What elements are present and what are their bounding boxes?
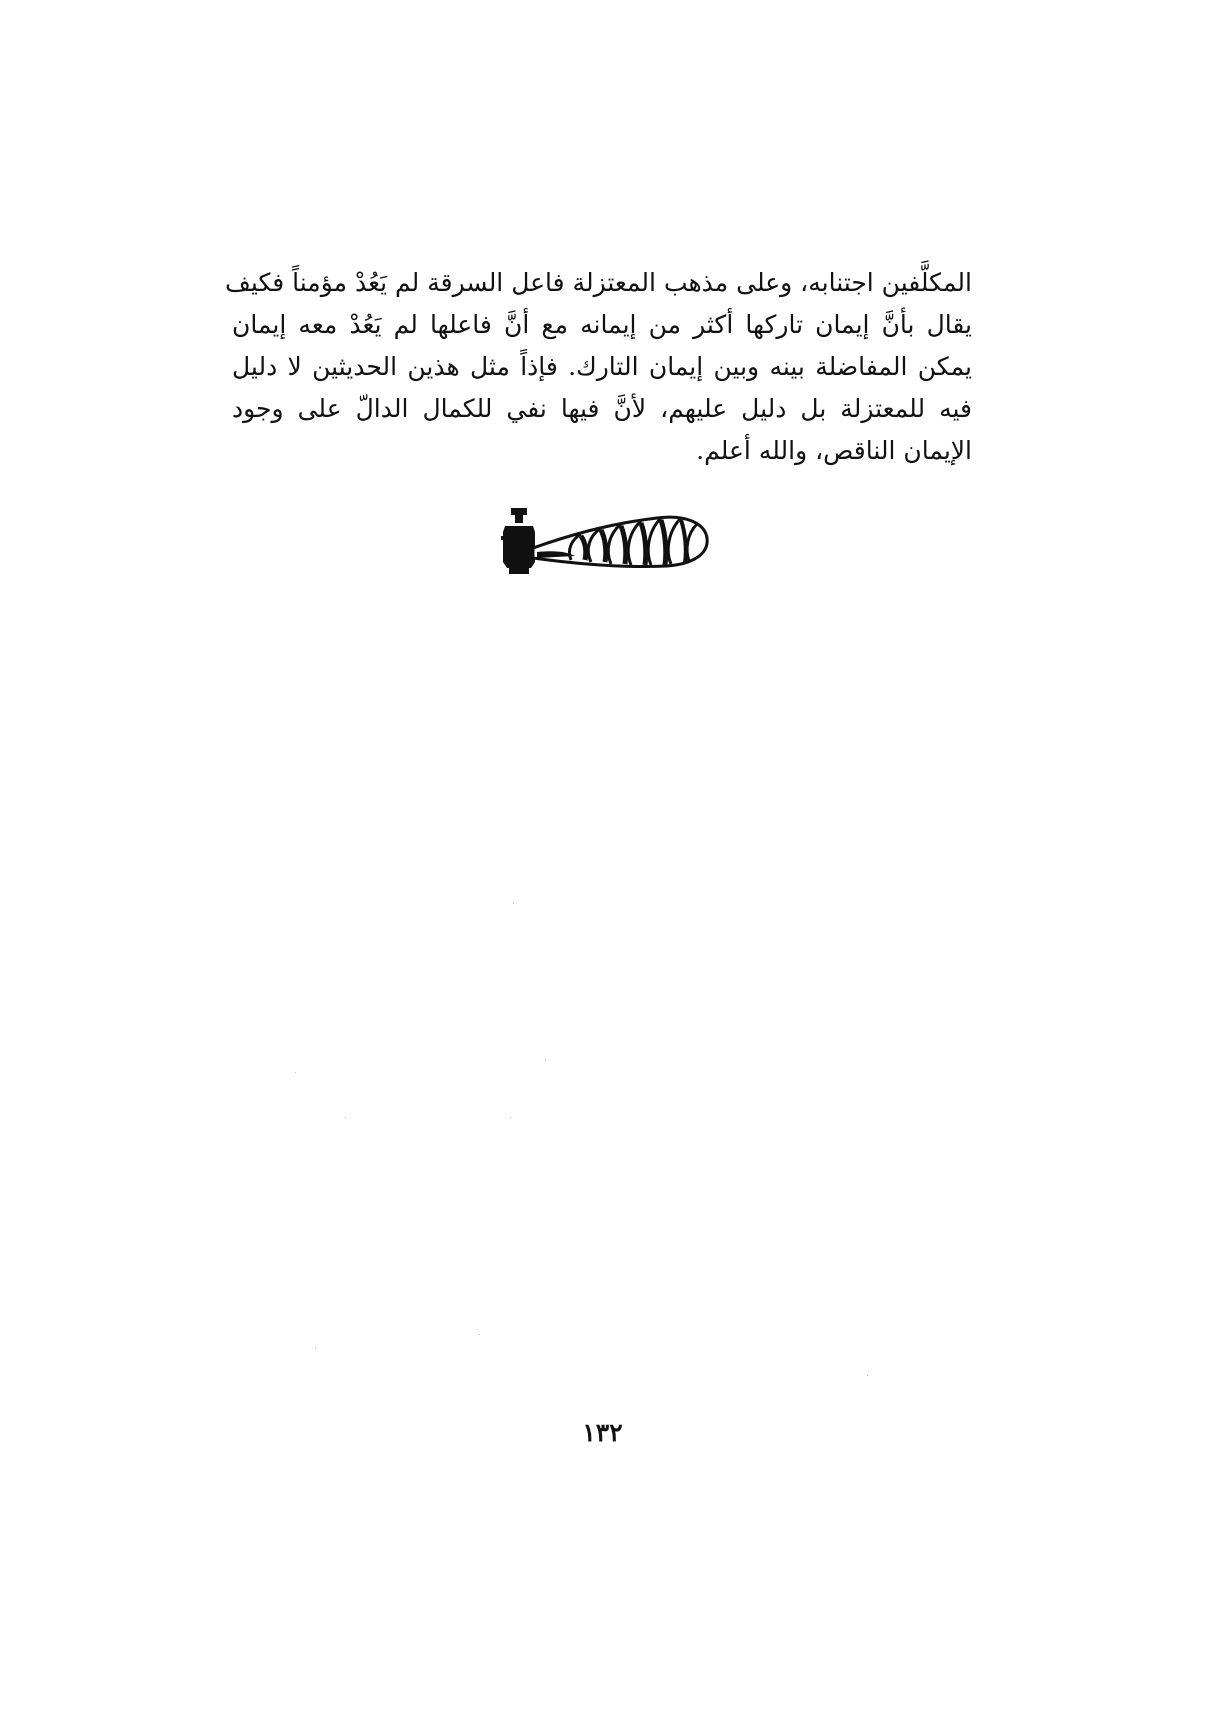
scan-speck [479,1334,480,1335]
text-line: يقال بأنَّ إيمان تاركها أكثر من إيمانه مع أنَّ فاعلها لم يَعُدْ معه إيمان [232,310,972,339]
scan-speck [545,1060,546,1061]
scan-speck [510,1117,511,1118]
scan-speck [867,1375,868,1376]
scan-speck [295,1072,296,1073]
text-line: يمكن المفاضلة بينه وبين إيمان التارك. فإذاً مثل هذين الحديثين لا دليل [232,352,972,381]
text-line: فيه للمعتزلة بل دليل عليهم، لأنَّ فيها نفي للكمال الدالّ على وجود [232,394,972,423]
scan-speck [513,903,514,904]
text-line: المكلَّفين اجتنابه، وعلى مذهب المعتزلة فاعل السرقة لم يَعُدْ مؤمناً فكيف [225,268,972,297]
body-text [225,262,972,472]
scan-speck [345,1117,346,1118]
text-line: الإيمان الناقص، والله أعلم. [696,436,972,465]
scan-speck [315,1347,316,1348]
quill-and-inkwell-icon [497,506,711,578]
page-number: ١٣٢ [582,1418,623,1447]
